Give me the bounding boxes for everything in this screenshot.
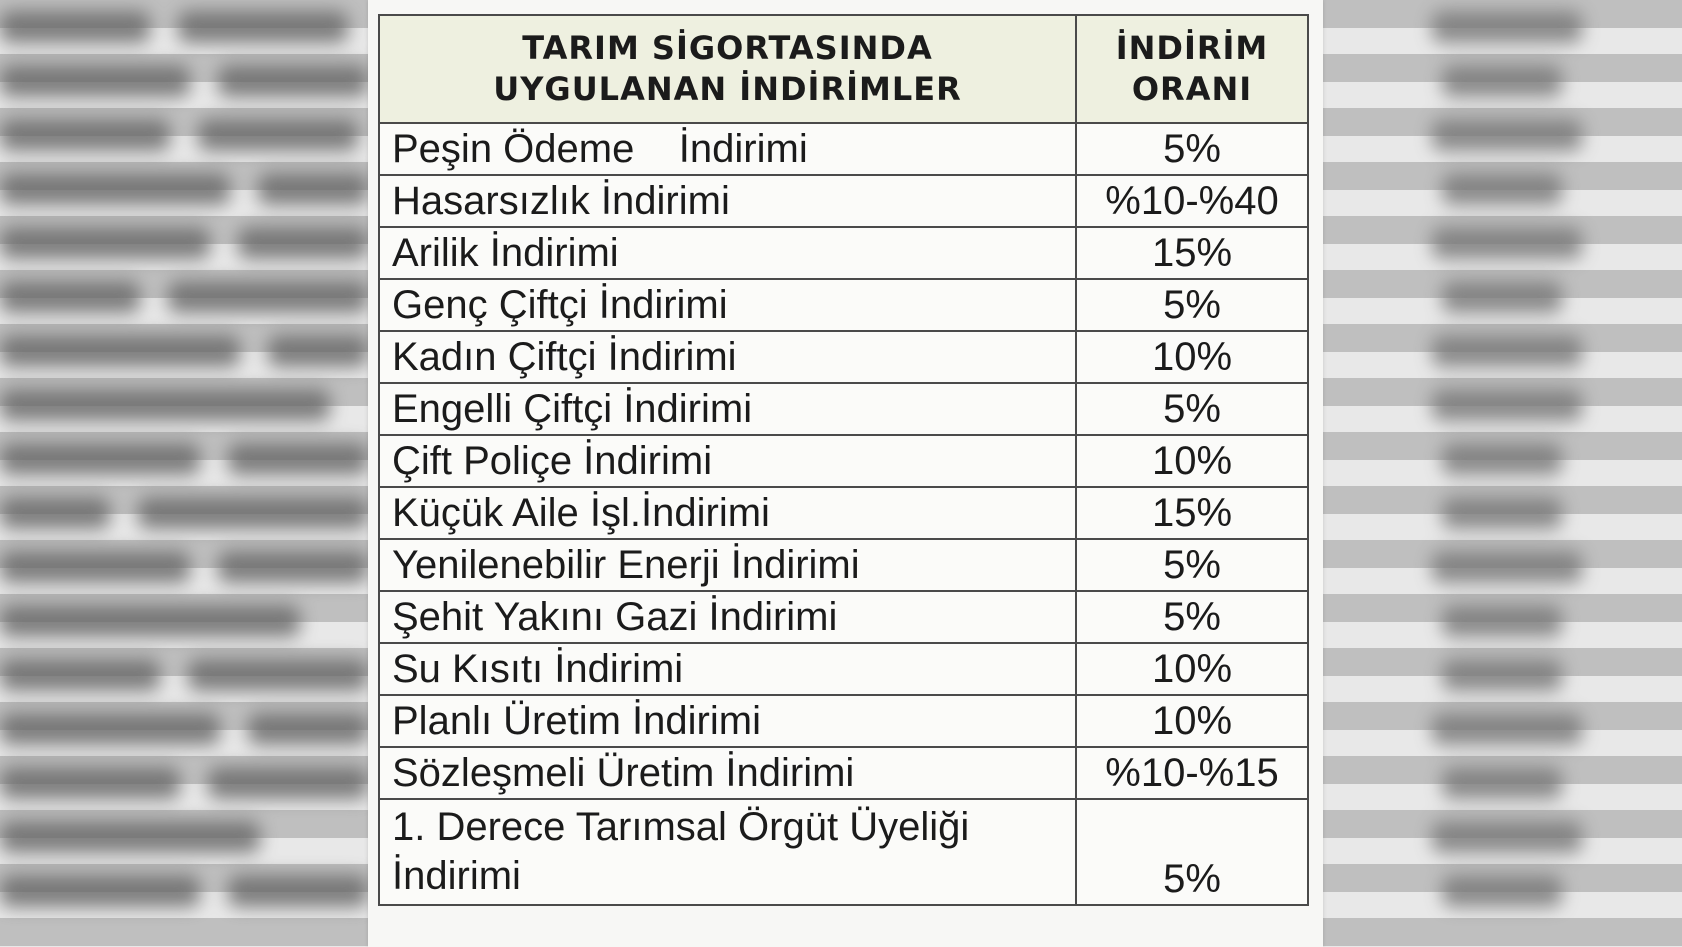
document-page [368, 0, 1323, 947]
table-body [379, 123, 1308, 905]
discount-rate: 5% [1076, 539, 1308, 591]
discount-name: Kadın Çiftçi İndirimi [379, 331, 1076, 383]
discount-name: Genç Çiftçi İndirimi [379, 279, 1076, 331]
discount-rate: 15% [1076, 227, 1308, 279]
table-row [379, 383, 1308, 435]
discount-rate: 5% [1076, 279, 1308, 331]
discount-rate: 10% [1076, 643, 1308, 695]
table-row [379, 591, 1308, 643]
table-row [379, 747, 1308, 799]
discount-rate: 10% [1076, 695, 1308, 747]
discount-name: Hasarsızlık İndirimi [379, 175, 1076, 227]
header-name-line-2: UYGULANAN İNDİRİMLER [493, 70, 962, 108]
table-row [379, 279, 1308, 331]
table-row [379, 331, 1308, 383]
header-discount-name [379, 15, 1076, 123]
discount-rate: 10% [1076, 435, 1308, 487]
discount-rate: 5% [1076, 123, 1308, 175]
discount-name: Peşin Ödeme İndirimi [379, 123, 1076, 175]
table-row [379, 799, 1308, 905]
table-row [379, 695, 1308, 747]
discount-rate: 5% [1076, 799, 1308, 905]
table-row [379, 539, 1308, 591]
table-row [379, 487, 1308, 539]
discount-rate: 10% [1076, 331, 1308, 383]
discount-rate: %10-%15 [1076, 747, 1308, 799]
discount-rate: %10-%40 [1076, 175, 1308, 227]
header-rate-line-2: ORANI [1131, 70, 1253, 108]
discounts-table [378, 14, 1309, 906]
table-row [379, 227, 1308, 279]
discount-name: Çift Poliçe İndirimi [379, 435, 1076, 487]
discount-rate: 5% [1076, 591, 1308, 643]
table-header [379, 15, 1308, 123]
table-row [379, 435, 1308, 487]
discount-rate: 15% [1076, 487, 1308, 539]
discount-name: Engelli Çiftçi İndirimi [379, 383, 1076, 435]
table-row [379, 123, 1308, 175]
discount-name: Su Kısıtı İndirimi [379, 643, 1076, 695]
discount-name: Planlı Üretim İndirimi [379, 695, 1076, 747]
discount-name: Yenilenebilir Enerji İndirimi [379, 539, 1076, 591]
header-row [379, 15, 1308, 123]
discount-name: Küçük Aile İşl.İndirimi [379, 487, 1076, 539]
blurred-background-right [1322, 0, 1682, 947]
blurred-background-left [0, 0, 400, 947]
header-rate-line-1: İNDİRİM [1115, 29, 1269, 68]
discount-rate: 5% [1076, 383, 1308, 435]
discount-name: Şehit Yakını Gazi İndirimi [379, 591, 1076, 643]
table-row [379, 175, 1308, 227]
discount-name: Arilik İndirimi [379, 227, 1076, 279]
discount-name: 1. Derece Tarımsal Örgüt Üyeliği İndirimi [379, 799, 1076, 905]
header-discount-rate [1076, 15, 1308, 123]
discount-name: Sözleşmeli Üretim İndirimi [379, 747, 1076, 799]
table-row [379, 643, 1308, 695]
header-name-line-1: TARIM SİGORTASINDA [522, 29, 933, 68]
